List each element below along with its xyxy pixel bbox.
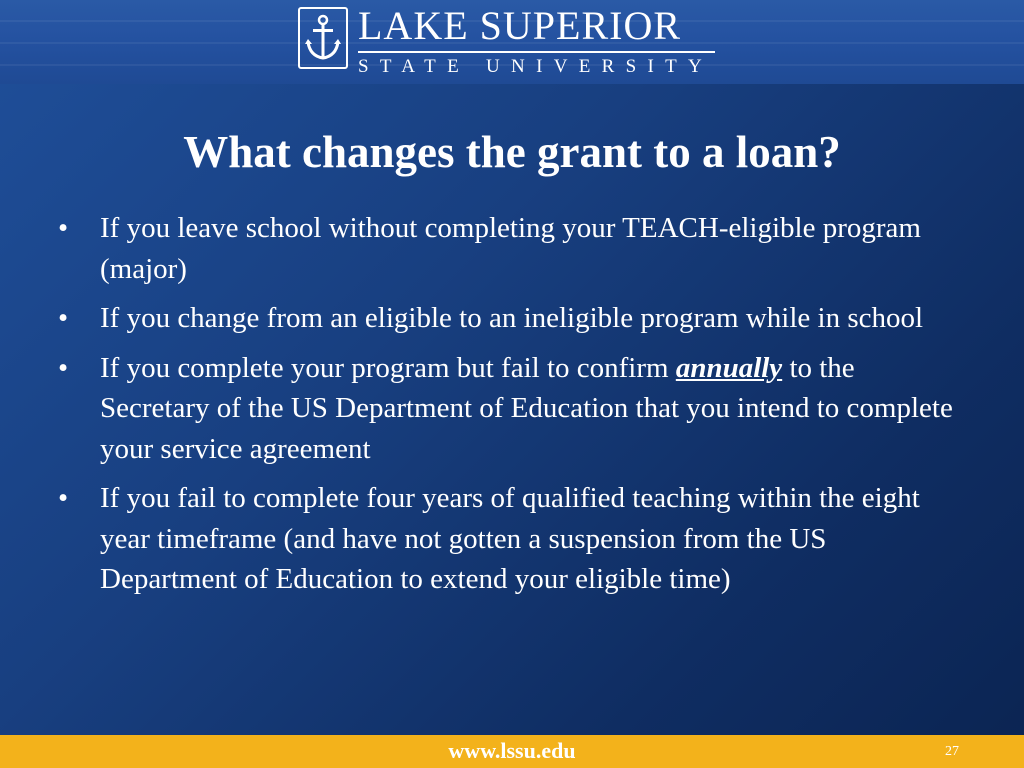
bullet-item: [58, 208, 958, 289]
bullet-text-before: If you complete your program but fail to confirm: [100, 351, 676, 384]
bullet-symbol: •: [58, 302, 69, 334]
bullet-text: If you fail to complete four years of qualified teaching within the eight year timeframe (and have not gotten a suspension from the US Department of Education to extend your eligible time): [100, 482, 920, 595]
logo-divider: [358, 51, 715, 53]
bullet-text: If you change from an eligible to an ineligible program while in school: [100, 302, 924, 334]
anchor-logo-box: [298, 7, 348, 69]
bullet-item: [58, 348, 958, 470]
footer-website-link[interactable]: www.lssu.edu: [448, 738, 576, 763]
bullet-list: [58, 208, 958, 609]
bullet-emphasis: annually: [675, 351, 783, 384]
bullet-symbol: •: [58, 351, 69, 384]
slide-title: What changes the grant to a loan?: [183, 127, 841, 177]
bullet-item: [58, 478, 958, 600]
logo-subtitle: STATE UNIVERSITY: [358, 56, 714, 77]
footer-bar: [0, 735, 1024, 768]
page-number: 27: [945, 744, 959, 759]
bullet-symbol: •: [58, 482, 69, 514]
university-logo: [298, 3, 728, 77]
bullet-text-after: to the Secretary of the US Department of Education that you intend to complete your service agreement: [100, 351, 953, 465]
logo-name: LAKE SUPERIOR: [358, 3, 682, 48]
bullet-symbol: •: [58, 212, 69, 244]
bullet-text: If you leave school without completing your TEACH-eligible program (major): [100, 212, 921, 285]
bullet-item: [58, 298, 958, 339]
anchor-icon: [305, 14, 341, 62]
header-band: [0, 0, 1024, 84]
